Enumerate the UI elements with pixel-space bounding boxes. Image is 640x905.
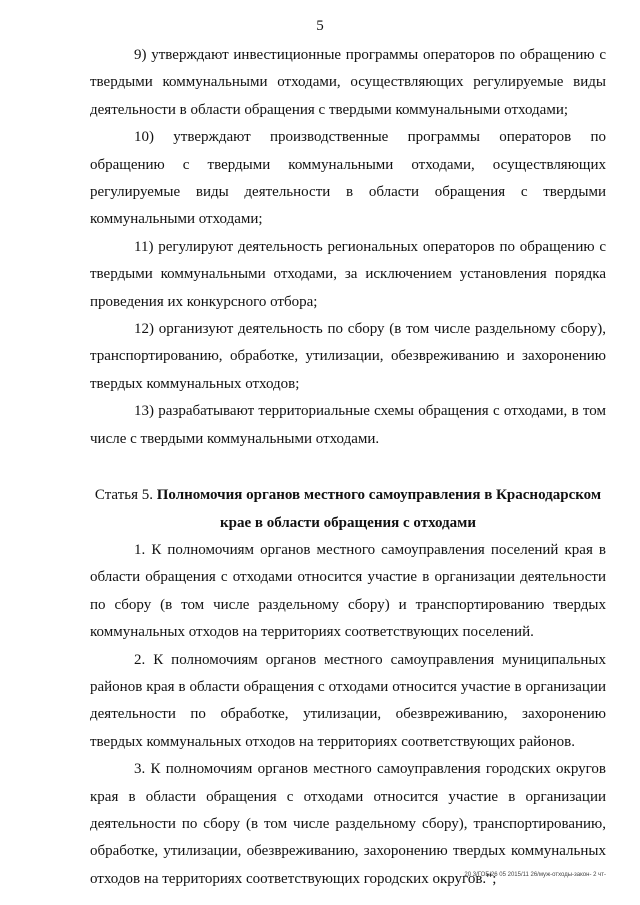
footer-reference: 20 3/ГОБ/26 05 2015/11 26/муж-отходы-закон- 2 чт-	[464, 872, 606, 878]
article-paragraph: 2. К полномочиям органов местного самоуправления муниципальных районов края в области обращения с отходами относится участие в организации деятельности по обработке, утилизации, обезвреживанию, захоронению твердых коммунальных отходов на территориях соответствующих районов.	[90, 651, 606, 750]
list-item: 10) утверждают производственные программы операторов по обращению с твердыми коммунальными отходами, осуществляющих регулируемые виды деятельности в области обращения с твердыми коммунальными отходами;	[90, 129, 606, 228]
list-item: 13) разрабатывают территориальные схемы обращения с отходами, в том числе с твердыми коммунальными отходами.	[90, 403, 606, 447]
article-title: Полномочия органов местного самоуправления в Краснодарском крае в области обращения с отходами	[156, 487, 602, 531]
page-number: 5	[316, 18, 324, 34]
list-item: 12) организуют деятельность по сбору (в том числе раздельному сбору), транспортированию, обработке, утилизации, обезвреживанию и захоронению твердых коммунальных отходов;	[90, 321, 606, 392]
article-paragraph: 3. К полномочиям органов местного самоуправления городских округов края в области обращения с отходами относится участие в организации деятельности по сбору (в том числе раздельному сбору), транспортированию, обработке, утилизации, обезвреживанию, захоронению твердых коммунальных отходов на территориях соответствующих городских округов.";	[90, 761, 606, 887]
document-body	[90, 42, 606, 893]
list-item: 11) регулируют деятельность региональных операторов по обращению с твердыми коммунальными отходами, за исключением установления порядка проведения их конкурсного отбора;	[90, 238, 606, 310]
section-spacer	[90, 453, 606, 482]
article-paragraph: 1. К полномочиям органов местного самоуправления поселений края в области обращения с отходами относится участие в организации деятельности по сбору (в том числе раздельному сбору) и транспортированию твердых коммунальных отходов на территориях соответствующих поселений.	[90, 541, 606, 641]
article-heading	[90, 482, 606, 537]
article-prefix: Статья 5.	[94, 487, 154, 504]
list-item: 9) утверждают инвестиционные программы операторов по обращению с твердыми коммунальными отходами, осуществляющих регулируемые виды деятельности в области обращения с твердыми коммунальными отходами;	[90, 47, 606, 118]
